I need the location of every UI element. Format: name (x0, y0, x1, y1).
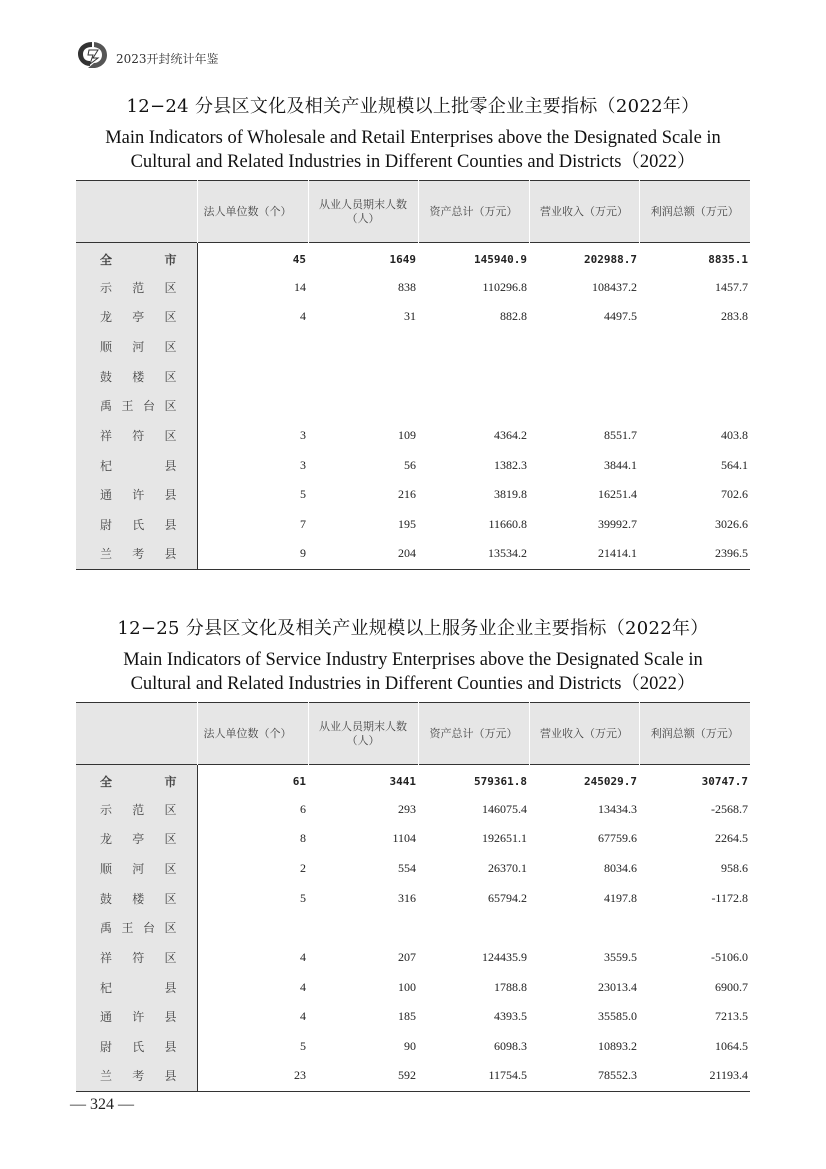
region-name-cell (76, 854, 197, 884)
region-name: 示 范 区 (100, 802, 177, 817)
table-row (76, 1032, 750, 1062)
table-row (76, 391, 750, 421)
region-name: 顺 河 区 (100, 861, 177, 876)
region-name: 顺 河 区 (100, 339, 177, 354)
region-name: 禹 王 台 区 (100, 399, 177, 414)
column-header (418, 181, 529, 243)
table-title-en-line2: Cultural and Related Industries in Different Counties and Districts（2022） (130, 152, 696, 172)
column-header (308, 181, 418, 243)
value-cell: 65794.2 (488, 890, 527, 905)
table-row (76, 794, 750, 824)
region-name-cell (76, 1032, 197, 1062)
column-header (197, 703, 308, 765)
value-cell (418, 361, 529, 391)
value-cell: 1649 (389, 252, 416, 266)
region-name-cell (76, 391, 197, 421)
value-cell: 6098.3 (494, 1039, 527, 1054)
table-row (76, 361, 750, 391)
value-cell: 4393.5 (494, 1009, 527, 1024)
region-name-cell (76, 272, 197, 302)
region-name-cell (76, 243, 197, 273)
value-cell (639, 913, 750, 943)
column-header-label: （人） (346, 211, 380, 225)
table-row (76, 824, 750, 854)
value-cell: 4364.2 (494, 427, 527, 442)
value-cell: 23 (197, 1061, 308, 1091)
column-header-label: 利润总额（万元） (650, 726, 739, 740)
value-cell: 61 (292, 774, 306, 788)
value-cell: 124435.9 (482, 949, 527, 964)
region-name-cell (76, 510, 197, 540)
value-cell: 45 (292, 252, 306, 266)
value-cell: 13534.2 (418, 539, 529, 569)
value-cell (529, 361, 639, 391)
value-cell: 8 (300, 831, 306, 846)
column-header (639, 181, 750, 243)
region-name: 龙 亭 区 (100, 832, 177, 847)
region-name-cell (76, 450, 197, 480)
region-name: 全 市 (100, 252, 177, 267)
value-cell: 23013.4 (598, 979, 637, 994)
value-cell: 3844.1 (604, 457, 637, 472)
value-cell: 1382.3 (494, 457, 527, 472)
column-header (529, 703, 639, 765)
table-row (76, 765, 750, 795)
value-cell: 3559.5 (604, 949, 637, 964)
value-cell (639, 332, 750, 362)
table-row (76, 421, 750, 451)
table-row (76, 943, 750, 973)
stats-table (76, 180, 750, 570)
region-name-cell (76, 883, 197, 913)
value-cell: 1104 (392, 831, 416, 846)
value-cell: 4197.8 (604, 890, 637, 905)
value-cell: 3026.6 (715, 517, 748, 532)
yearbook-logo-icon (76, 39, 108, 69)
value-cell (308, 332, 418, 362)
value-cell: 882.8 (500, 309, 527, 324)
value-cell: 4 (300, 1009, 306, 1024)
value-cell (197, 361, 308, 391)
region-name-cell (76, 765, 197, 795)
value-cell: 5 (300, 890, 306, 905)
value-cell (639, 361, 750, 391)
region-name: 全 市 (100, 774, 177, 789)
region-name: 鼓 楼 区 (100, 891, 177, 906)
column-header-label: 利润总额（万元） (650, 204, 739, 218)
column-header-label: 营业收入（万元） (540, 204, 628, 218)
value-cell: 3 (300, 457, 306, 472)
region-name-cell (76, 972, 197, 1002)
region-name: 尉 氏 县 (100, 1040, 177, 1055)
stats-table (76, 702, 750, 1092)
value-cell: 108437.2 (592, 279, 637, 294)
page-number: — 324 — (70, 1096, 134, 1113)
table-title-cn: 12−25 分县区文化及相关产业规模以上服务业企业主要指标（2022年） (117, 618, 709, 639)
value-cell: 7213.5 (715, 1009, 748, 1024)
region-name-cell (76, 302, 197, 332)
table-header-row (76, 181, 750, 243)
value-cell (529, 391, 639, 421)
value-cell: 146075.4 (482, 801, 527, 816)
value-cell: 3819.8 (494, 487, 527, 502)
value-cell: 8551.7 (604, 427, 637, 442)
value-cell: 145940.9 (474, 252, 527, 266)
value-cell: 9 (197, 539, 308, 569)
column-header-label: 资产总计（万元） (429, 204, 518, 218)
table-title-en-line2: Cultural and Related Industries in Different Counties and Districts（2022） (130, 674, 696, 694)
column-header-label: 从业人员期末人数 (319, 719, 407, 733)
value-cell (418, 913, 529, 943)
value-cell: 403.8 (721, 427, 748, 442)
value-cell: 6 (300, 801, 306, 816)
value-cell: 39992.7 (598, 517, 637, 532)
table-row (76, 1061, 750, 1091)
value-cell: -5106.0 (711, 949, 748, 964)
value-cell: 31 (404, 309, 416, 324)
region-name: 尉 氏 县 (100, 518, 177, 533)
region-name: 杞 县 (100, 980, 177, 995)
value-cell: 21193.4 (639, 1061, 750, 1091)
value-cell (308, 391, 418, 421)
value-cell (418, 332, 529, 362)
value-cell: 4 (300, 949, 306, 964)
value-cell: 3 (300, 427, 306, 442)
region-name: 龙 亭 区 (100, 310, 177, 325)
value-cell: 35585.0 (598, 1009, 637, 1024)
region-name: 通 许 县 (100, 1010, 177, 1025)
value-cell: 216 (398, 487, 416, 502)
value-cell: 185 (398, 1009, 416, 1024)
value-cell: 4 (300, 979, 306, 994)
region-name-cell (76, 480, 197, 510)
region-name: 兰 考 县 (100, 547, 177, 562)
region-name: 禹 王 台 区 (100, 921, 177, 936)
value-cell: 11754.5 (418, 1061, 529, 1091)
table-section-12-24 (76, 92, 750, 570)
table-section-12-25 (76, 614, 750, 1092)
value-cell: 3441 (389, 774, 416, 788)
value-cell (529, 913, 639, 943)
value-cell: 7 (300, 517, 306, 532)
table-row (76, 332, 750, 362)
region-name-cell (76, 943, 197, 973)
table-row (76, 272, 750, 302)
value-cell: 11660.8 (488, 517, 527, 532)
table-row (76, 972, 750, 1002)
value-cell: 10893.2 (598, 1039, 637, 1054)
region-name-cell (76, 794, 197, 824)
column-header (529, 181, 639, 243)
column-header (418, 703, 529, 765)
value-cell: 4 (300, 309, 306, 324)
region-name-cell (76, 824, 197, 854)
region-name: 示 范 区 (100, 280, 177, 295)
value-cell: 192651.1 (482, 831, 527, 846)
value-cell: 21414.1 (529, 539, 639, 569)
value-cell: 316 (398, 890, 416, 905)
table-row (76, 302, 750, 332)
column-header (639, 703, 750, 765)
table-row (76, 510, 750, 540)
header-corner (76, 181, 197, 243)
value-cell: 78552.3 (529, 1061, 639, 1091)
value-cell (308, 361, 418, 391)
table-title-cn: 12−24 分县区文化及相关产业规模以上批零企业主要指标（2022年） (126, 96, 700, 117)
table-title-en-line1: Main Indicators of Service Industry Enterprises above the Designated Scale in (123, 650, 703, 670)
region-name-cell (76, 1061, 197, 1091)
value-cell: 90 (404, 1039, 416, 1054)
table-row (76, 480, 750, 510)
header-corner (76, 703, 197, 765)
page-header (76, 38, 219, 70)
value-cell: 2396.5 (639, 539, 750, 569)
table-row (76, 913, 750, 943)
column-header-label: 营业收入（万元） (540, 726, 628, 740)
table-row (76, 450, 750, 480)
region-name: 杞 县 (100, 458, 177, 473)
value-cell: 838 (398, 279, 416, 294)
region-name-cell (76, 361, 197, 391)
region-name: 祥 符 区 (100, 428, 177, 443)
value-cell: 13434.3 (598, 801, 637, 816)
column-header (197, 181, 308, 243)
value-cell (197, 913, 308, 943)
column-header-label: （人） (346, 733, 380, 747)
value-cell: 110296.8 (482, 279, 527, 294)
table-row (76, 539, 750, 569)
value-cell: 564.1 (721, 457, 748, 472)
column-header-label: 资产总计（万元） (429, 726, 518, 740)
region-name-cell (76, 1002, 197, 1032)
value-cell: 2 (300, 860, 306, 875)
column-header (308, 703, 418, 765)
column-header-label: 从业人员期末人数 (319, 197, 407, 211)
region-name-cell (76, 539, 197, 569)
value-cell: 207 (398, 949, 416, 964)
value-cell: 195 (398, 517, 416, 532)
value-cell: 4497.5 (604, 309, 637, 324)
value-cell (418, 391, 529, 421)
value-cell: 1064.5 (715, 1039, 748, 1054)
table-title-en-line1: Main Indicators of Wholesale and Retail Enterprises above the Designated Scale in (105, 128, 721, 148)
book-title: 2023开封统计年鉴 (116, 51, 219, 66)
value-cell (529, 332, 639, 362)
value-cell: 1457.7 (715, 279, 748, 294)
value-cell (197, 332, 308, 362)
region-name: 祥 符 区 (100, 950, 177, 965)
value-cell: 702.6 (721, 487, 748, 502)
value-cell: 293 (398, 801, 416, 816)
region-name: 鼓 楼 区 (100, 369, 177, 384)
value-cell: 67759.6 (598, 831, 637, 846)
value-cell (197, 391, 308, 421)
value-cell: 8835.1 (708, 252, 748, 266)
value-cell: -2568.7 (711, 801, 748, 816)
table-row (76, 243, 750, 273)
value-cell: 1788.8 (494, 979, 527, 994)
value-cell: 14 (294, 279, 306, 294)
table-row (76, 854, 750, 884)
value-cell: 100 (398, 979, 416, 994)
value-cell: 592 (308, 1061, 418, 1091)
region-name: 兰 考 县 (100, 1069, 177, 1084)
value-cell: 26370.1 (488, 860, 527, 875)
table-header-row (76, 703, 750, 765)
region-name: 通 许 县 (100, 488, 177, 503)
value-cell: 283.8 (721, 309, 748, 324)
value-cell: 30747.7 (701, 774, 748, 788)
table-row (76, 883, 750, 913)
value-cell: 245029.7 (584, 774, 637, 788)
region-name-cell (76, 332, 197, 362)
region-name-cell (76, 913, 197, 943)
value-cell: 5 (300, 487, 306, 502)
value-cell: 579361.8 (474, 774, 527, 788)
table-row (76, 1002, 750, 1032)
value-cell (308, 913, 418, 943)
value-cell: 5 (300, 1039, 306, 1054)
column-header-label: 法人单位数（个） (203, 726, 292, 740)
value-cell: 958.6 (721, 860, 748, 875)
value-cell: 56 (404, 457, 416, 472)
value-cell: 16251.4 (598, 487, 637, 502)
value-cell: 204 (308, 539, 418, 569)
value-cell: 8034.6 (604, 860, 637, 875)
value-cell: 109 (398, 427, 416, 442)
value-cell: 6900.7 (715, 979, 748, 994)
value-cell: 202988.7 (584, 252, 637, 266)
value-cell: 2264.5 (715, 831, 748, 846)
region-name-cell (76, 421, 197, 451)
column-header-label: 法人单位数（个） (203, 204, 292, 218)
value-cell: -1172.8 (711, 890, 748, 905)
value-cell (639, 391, 750, 421)
value-cell: 554 (398, 860, 416, 875)
